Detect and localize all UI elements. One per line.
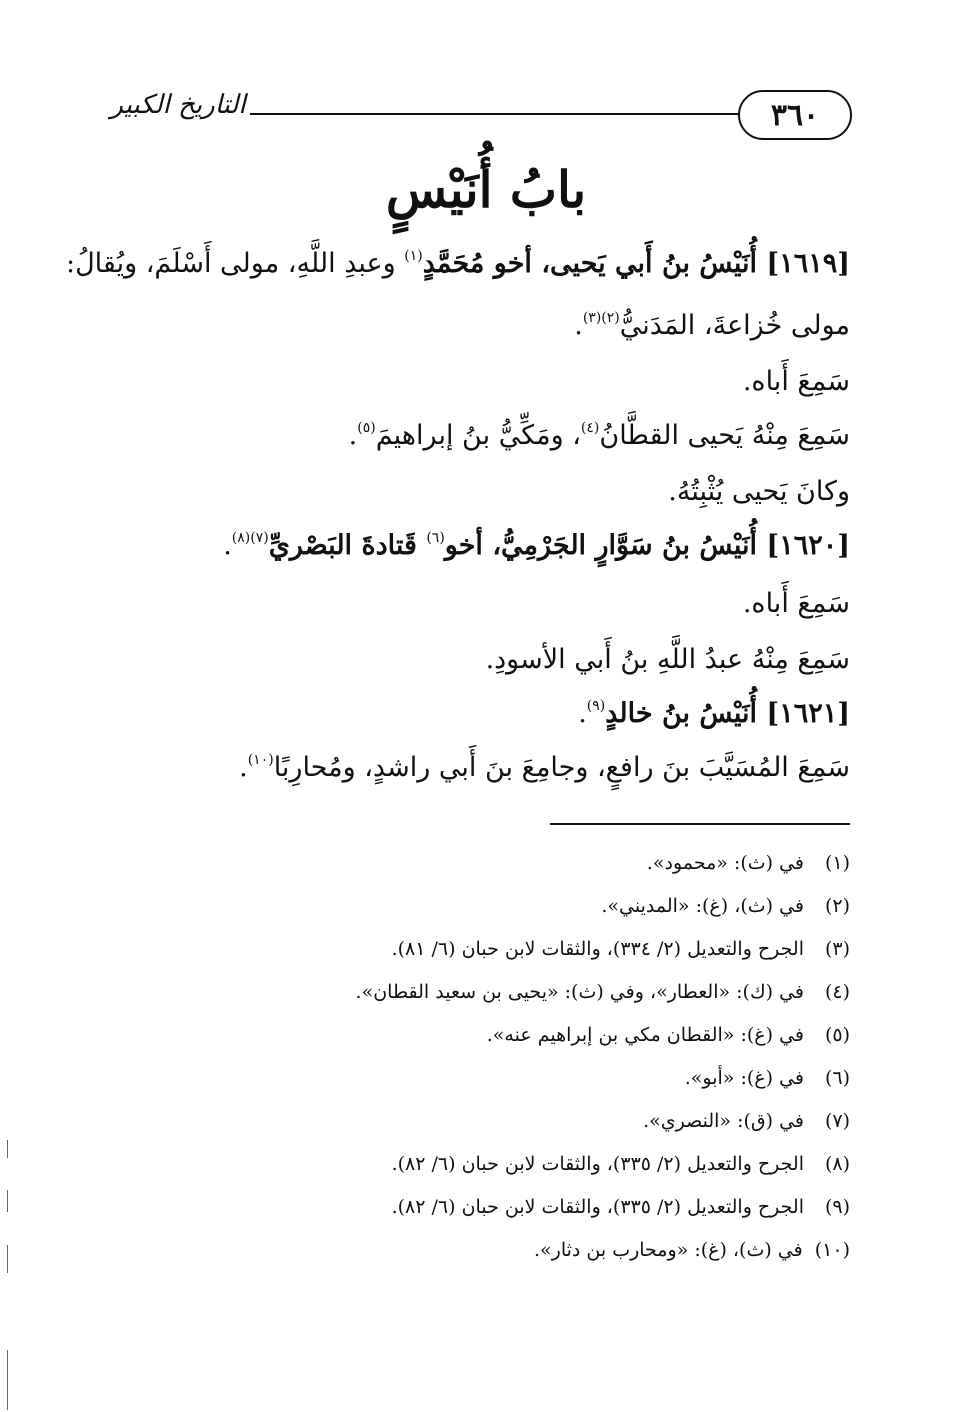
footnote-number: (٤) <box>824 981 850 1003</box>
footnote-number: (١٠) <box>814 1239 850 1261</box>
punctuation: . <box>578 698 587 729</box>
footnote-text: في (ث)، (غ): «المديني». <box>601 895 804 917</box>
chapter-title: بابُ أُنَيْسٍ <box>385 160 587 219</box>
entry-1619-heard-from <box>349 420 850 451</box>
entry-text: مولى خُزاعةَ، المَدَنيُّ <box>619 310 850 341</box>
punctuation: . <box>348 420 358 451</box>
entry-text: سَمِعَ المُسَيَّبَ بنَ رافعٍ، وجامِعَ بنَ أَبي راشدٍ، ومُحارِبًا <box>273 752 850 783</box>
footnote-ref: (٥) <box>357 420 376 436</box>
entry-text: وكانَ يَحيى يُثْبِتُهُ. <box>668 476 850 507</box>
scan-margin-mark <box>7 1245 8 1273</box>
entry-1619-line-1 <box>65 248 850 279</box>
punctuation: . <box>239 752 248 783</box>
punctuation: . <box>574 310 583 341</box>
entry-text: سَمِعَ أَباه. <box>742 366 850 397</box>
scan-margin-mark <box>7 1190 8 1212</box>
entry-1619-note <box>668 476 850 507</box>
entry-heading: [١٦٢٠] أُنَيْسُ بنُ سَوَّارٍ الجَرْمِيُّ، أخو <box>444 530 850 561</box>
footnote-number: (٦) <box>824 1067 850 1089</box>
footnote-text: في (غ): «القطان مكي بن إبراهيم عنه». <box>486 1024 804 1046</box>
footnote-10 <box>534 1239 850 1261</box>
header-rule <box>250 113 770 115</box>
footnote-9 <box>392 1196 850 1218</box>
footnote-ref: (٦) <box>426 530 445 546</box>
footnote-ref: (٩) <box>586 698 606 714</box>
footnote-number: (٨) <box>824 1153 850 1175</box>
footnote-7 <box>643 1110 850 1132</box>
footnote-ref: (١٠) <box>247 752 274 768</box>
footnote-2 <box>601 895 850 917</box>
footnote-3 <box>392 938 850 960</box>
entry-text: ، ومَكِّيُّ بنُ إبراهيمَ <box>375 420 581 451</box>
footnote-text: الجرح والتعديل (٢/ ٣٣٤)، والثقات لابن حبان (٦/ ٨١). <box>391 938 804 960</box>
scan-margin-mark <box>7 1140 8 1158</box>
running-book-title: التاريخ الكبير <box>110 90 246 120</box>
entry-text: وعبدِ اللَّهِ، مولى أَسْلَمَ، ويُقالُ: <box>65 248 405 279</box>
footnote-text: في (ث)، (غ): «ومحارب بن دثار». <box>533 1239 803 1261</box>
entry-1620-heard-from <box>486 644 850 675</box>
entry-1621-heard <box>239 752 850 783</box>
entry-text: سَمِعَ مِنْهُ يَحيى القطَّانُ <box>599 420 850 451</box>
footnote-number: (١) <box>824 852 850 874</box>
footnote-8 <box>392 1153 850 1175</box>
scan-margin-mark <box>7 1350 8 1410</box>
footnote-text: الجرح والتعديل (٢/ ٣٣٥)، والثقات لابن حبان (٦/ ٨٢). <box>391 1196 804 1218</box>
entry-text: سَمِعَ مِنْهُ عبدُ اللَّهِ بنُ أَبي الأسودِ. <box>485 644 850 675</box>
footnote-6 <box>685 1067 850 1089</box>
footnote-ref: (٧)(٨) <box>231 530 269 546</box>
footnote-rule <box>550 823 850 825</box>
footnote-number: (٩) <box>824 1196 850 1218</box>
footnote-text: في (ق): «النصري». <box>643 1110 804 1132</box>
footnote-text: في (ث): «محمود». <box>646 852 804 874</box>
entry-1619-heard <box>743 366 850 397</box>
entry-1621-line-1 <box>578 698 850 729</box>
page-number: ٣٦٠ <box>770 97 820 133</box>
punctuation: . <box>223 530 232 561</box>
footnote-5 <box>487 1024 850 1046</box>
footnote-number: (٣) <box>824 938 850 960</box>
footnote-text: في (غ): «أبو». <box>684 1067 804 1089</box>
footnote-text: في (ك): «العطار»، وفي (ث): «يحيى بن سعيد القطان». <box>355 981 804 1003</box>
entry-text: سَمِعَ أَباه. <box>742 588 850 619</box>
footnote-number: (٧) <box>824 1110 850 1132</box>
footnote-1 <box>647 852 850 874</box>
entry-1620-heard <box>743 588 850 619</box>
footnote-number: (٢) <box>824 895 850 917</box>
entry-heading: [١٦٢١] أُنَيْسُ بنُ خالدٍ <box>605 698 850 729</box>
entry-1619-line-2 <box>574 310 850 341</box>
footnote-4 <box>356 981 850 1003</box>
entry-heading: [١٦١٩] أُنَيْسُ بنُ أَبي يَحيى، أخو مُحَمَّدٍ <box>422 248 850 279</box>
footnote-number: (٥) <box>824 1024 850 1046</box>
entry-1620-line-1 <box>223 530 850 561</box>
footnote-text: الجرح والتعديل (٢/ ٣٣٥)، والثقات لابن حبان (٦/ ٨٢). <box>391 1153 804 1175</box>
footnote-ref: (٢)(٣) <box>582 310 620 326</box>
footnote-ref: (٤) <box>580 420 600 436</box>
page-number-badge <box>738 90 852 140</box>
entry-heading: قَتادةَ البَصْريِّ <box>268 530 427 561</box>
footnote-ref: (١) <box>404 248 423 264</box>
